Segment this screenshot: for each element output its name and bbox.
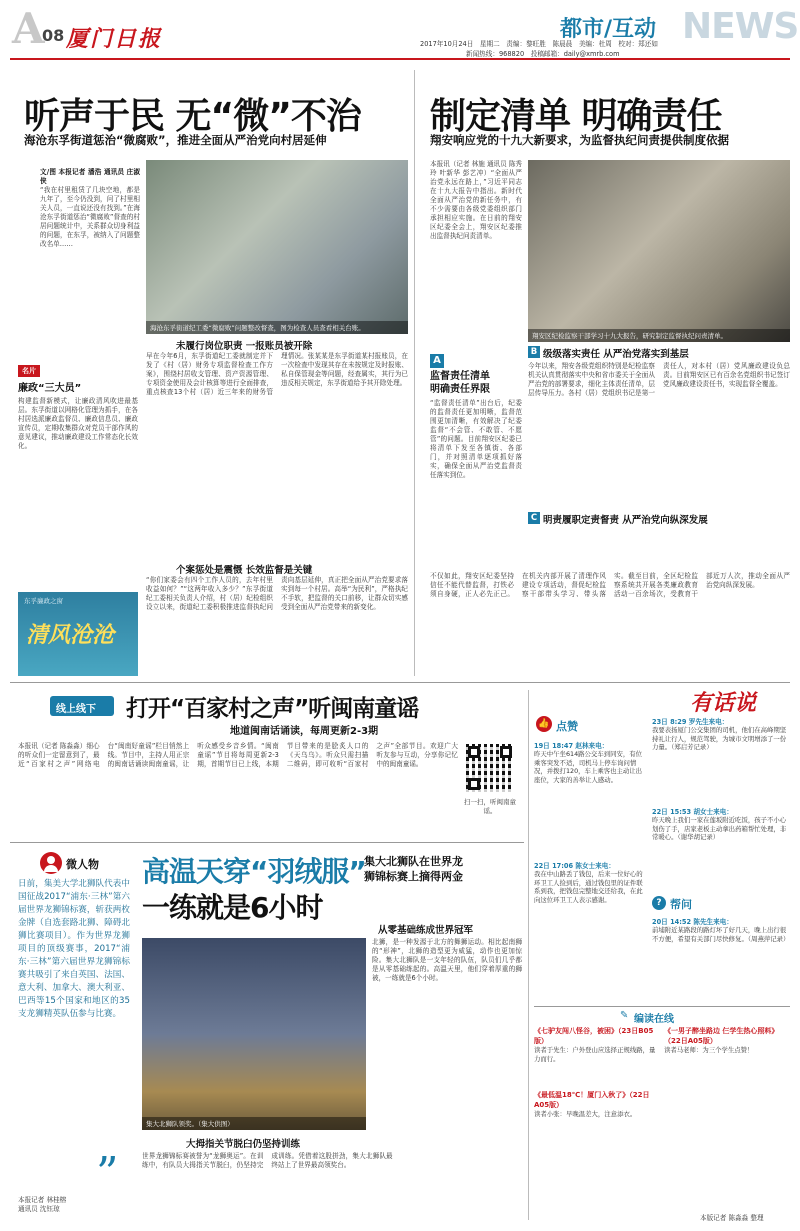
sub-b: 级级落实责任 从严治党落实到基层 (543, 349, 689, 360)
article4-byline: 本报记者 林桂榕 通讯员 沈钰琼 (18, 1196, 67, 1213)
article1-lead-text: “我在村里租赁了几块空地，都是九年了，至今仍没到，问了村里相关人员，一直说还没有找到。”在海沧东孚街道惩治“微腐败”督查的村居问题统计中，关系群众切身利益的问题，在东孚，被纳入了问题整改名单…… (40, 186, 140, 248)
box-a (430, 348, 522, 566)
edit-item-1 (534, 1026, 658, 1086)
article1-byline: 文/图 本报记者 潘浩 通讯员 庄淑侠 (40, 168, 140, 185)
right-item-2-text: 昨天晚上我们一家在莲坂附近吃饭，孩子不小心划伤了手，店家老板主动拿出药箱帮忙处理，非常暖心。（谢华胡记录） (652, 816, 787, 842)
article4-photo (142, 938, 366, 1130)
masthead (0, 0, 800, 58)
article4-title-line1: 高温天穿“羽绒服” (142, 855, 366, 888)
article3-subtitle: 地道闽南话诵读，每周更新2-3期 (230, 726, 379, 737)
article4-body2: 世界龙狮锦标赛被誉为“龙狮奥运”。在训练中，有队员大拇指关节脱臼，仍坚持完成训练。凭借着这股拼劲，集大北狮队最终站上了世界最高领奖台。 (142, 1152, 393, 1169)
micro-person-label: 微人物 (66, 858, 99, 871)
help-icon: ? (652, 896, 666, 910)
article1-sidebar (18, 358, 138, 584)
edit-item-2-text: 读者小张：早晚温差大，注意添衣。 (534, 1110, 637, 1118)
sidebar-title: 廉政“三大员” (18, 383, 82, 394)
edit-item-3-title: 《一男子醉坐路边 仨学生热心照料》（22日A05版） (664, 1027, 779, 1045)
right-column-divider (528, 690, 529, 1220)
banner-sub: 东孚廉政之窗 (24, 597, 63, 605)
masthead-rule (10, 58, 790, 60)
body-c: 不仅如此，翔安区纪委坚持信任不能代替监督，打铁必须自身硬，正人必先正己。在机关内部开展了清理作风建设专项活动，督促纪检监察干部带头学习、带头落实。截至目前，全区纪检监察系统共开展各类廉政教育活动一百余场次，受教育干部近万人次，推动全面从严治党向纵深发展。 (430, 572, 790, 598)
clean-wind-banner (18, 592, 138, 676)
article2-subtitle: 翔安响应党的十九大新要求，为监督执纪问责提供制度依据 (430, 133, 729, 147)
edit-online-title: 编读在线 (634, 1014, 674, 1025)
article1-subtitle: 海沧东孚街道惩治“微腐败”，推进全面从严治党向村居延伸 (24, 133, 327, 147)
article1-title: 听声于民 无“微”不治 (24, 96, 361, 137)
edit-item-1-text: 读者于先生：户外登山应选择正规线路，量力而行。 (534, 1046, 656, 1063)
hotline: 新闻热线：968820 投稿邮箱：daily@xmrb.com (466, 50, 620, 58)
paper-name: 厦门日报 (66, 26, 163, 52)
article4-side-title: 集大北狮队在世界龙狮锦标赛上摘得两金 (364, 855, 463, 883)
like-item-1 (534, 740, 646, 860)
like-icon: 👍 (536, 716, 552, 732)
article3-body: 本报讯（记者 陈淼淼）细心的听众们一定留意到了，最近“百家村之声”网络电台“闽南好童谣”栏目悄然上线。节目中，主持人用正宗的闽南话诵读闽南童谣，让听众感受乡音乡情。“闽南童谣”节目将每周更新2-3期，首期节目已上线，本期节目带来的是脍炙人口的《天乌乌》。听众只需扫描二维码，即可收听“百家村之声”全部节目。欢迎广大听友参与互动，分享你记忆中的闽南童谣。 (18, 742, 458, 768)
youhua-footer: 本版记者 陈淼淼 整理 (700, 1214, 764, 1222)
article1-photo (146, 160, 408, 334)
right-item-1 (652, 716, 790, 806)
help-item (652, 916, 790, 996)
section-name: 都市/互动 (560, 17, 657, 42)
like-item-1-time: 19日 18:47 赵林来电： (534, 742, 609, 750)
section-rule-2 (10, 842, 524, 843)
edit-item-1-title: 《七驴友闯八怪谷，被困》（23日B05版） (534, 1027, 654, 1045)
qr-code[interactable] (466, 744, 514, 792)
banner-text: 清风沧沧 (26, 622, 115, 648)
article1-sub1: 未履行岗位职责 一报账员被开除 (176, 341, 313, 352)
box-a-text: “监督责任清单”出台后，纪委的监督责任更加明晰，监督范围更加清晰，有效解决了纪委监督“不会管、不敢管、不愿管”的问题。目前翔安区纪委已将清单下发至各镇街、各部门，并对照清单逐项抓好落实，确保全面从严治党监督责任落实到位。 (430, 399, 522, 479)
box-a-letter: A (430, 354, 444, 368)
page-letter: A (12, 4, 45, 53)
edit-online-header (534, 1006, 790, 1025)
like-item-2-text: 我在中山路丢了钱包，后来一位好心的环卫工人捡到后，通过钱包里的证件联系到我，把钱包完整地交还给我，在此向这位环卫工人表示感谢。 (534, 870, 643, 904)
sidebar-text: 构建监督新模式，让廉政清风吹进最基层。东孚街道以网格化管理为抓手，在各村居选派廉政监督员、廉政信息员、廉政宣传员，定期收集群众对党员干部作风的意见建议，推动廉政建设工作常态化长效化。 (18, 397, 138, 450)
badge-text: 线上线下 (56, 704, 96, 715)
sidebar-label: 名片 (18, 365, 40, 377)
help-section-title: 帮问 (670, 898, 692, 911)
help-item-time: 20日 14:52 陈先生来电： (652, 918, 733, 926)
quote-mark: ” (96, 1148, 119, 1199)
like-item-2 (534, 860, 646, 980)
article1-photo-caption: 海沧东孚街道纪工委“微腐败”问题整改督查，图为检查人员查看相关台账。 (146, 321, 408, 334)
youhua-title: 有话说 (690, 691, 757, 716)
online-offline-badge (50, 696, 114, 716)
right-item-2 (652, 806, 790, 886)
qr-caption: 扫一扫，听闽南童谣。 (464, 798, 516, 815)
edit-item-3 (664, 1026, 790, 1166)
article1-lead (40, 168, 140, 358)
person-icon (40, 852, 62, 874)
article2-lead: 本报讯（记者 林施 通讯员 陈秀玲 叶新华 彭艺冲）“全面从严治党永远在路上，”习近平同志在十九大报告中指出。新时代全面从严治党的新任务中，有不少需要由各级党委组织部门承担相应实施。在日前的翔安区纪委全会上，翔安区纪委推出监督执纪问责清单。 (430, 160, 522, 240)
edit-item-2 (534, 1090, 658, 1150)
right-item-1-time: 23日 8:29 罗先生来电： (652, 718, 729, 726)
date-line: 2017年10月24日 星期二 责编：黎旺胜 陈晨晨 美编：杜周 校对：郑还如 (420, 40, 658, 48)
sub-b-letter: B (528, 346, 540, 358)
article4-sub2: 大拇指关节脱臼仍坚持训练 (186, 1139, 301, 1150)
box-a-title: 监督责任清单 明确责任界限 (430, 371, 490, 395)
like-item-1-text: 昨天中午坐614路公交车到同安，有位乘客突发不适，司机马上停车询问情况，并拨打120，车上乘客也主动让出座位，大家的善举让人感动。 (534, 750, 643, 784)
section-en: NEWS (682, 6, 799, 47)
article1-sub2: 个案惩处是震慑 长效监督是关键 (176, 565, 313, 576)
article2-title: 制定清单 明确责任 (430, 96, 722, 137)
like-item-2-time: 22日 17:06 陈女士来电： (534, 862, 615, 870)
article1-body2: “你们家委会有四个工作人员的，去年村里收益如何？”“这两年收入多少？”东孚街道纪工委相关负责人介绍，村（居）纪检组织设立以来，街道纪工委积极推进监督执纪问责向基层延伸，真正把全面从严治党要求落实到每一个村居。高举“为民利”，严格执纪不手软，把监督的关口前移，让群众切实感受到全面从严治党带来的新变化。 (146, 576, 408, 611)
article4-title-line2: 一练就是6小时 (142, 891, 323, 924)
body-b: 今年以来，翔安各级党组织特别是纪检监察机关认真贯彻落实中央和省市委关于全面从严治党的部署要求，细化主体责任清单，层层传导压力。各村（居）党组织书记是第一责任人，对本村（居）党风廉政建设负总责。目前翔安区已有百余名党组织书记签订党风廉政建设责任书，实现监督全覆盖。 (528, 362, 790, 397)
sub-c-letter: C (528, 512, 540, 524)
right-item-1-text: 我要表扬厦门公交集团的司机，他们在高峰期坚持礼让行人，规范驾驶，为城市文明增添了一份力量。（郑启芳记录） (652, 726, 787, 752)
article4-sub1: 从零基础练成世界冠军 (378, 925, 474, 936)
sub-c: 明责履职定责督责 从严治党向纵深发展 (543, 515, 708, 526)
pencil-icon: ✎ (620, 1010, 629, 1021)
like-section-title: 点赞 (556, 720, 578, 733)
article4-photo-caption: 集大北狮队领奖。（集大供图） (142, 1117, 366, 1130)
article1-body1: 早在今年6月，东孚街道纪工委就制定并下发了《村（居）财务专项监督检查工作方案》，围绕村居收支管理、资产资源管理、专项资金使用及会计核算等进行全面排查，重点核查13个村（居）近三年来的财务管理情况。张某某是东孚街道某村报账员，在一次检查中发现其存在未按规定及时报账、私自保管现金等问题，经查属实，其行为已违反相关规定，东孚街道给予其开除处理。 (146, 352, 408, 396)
edit-item-2-title: 《最低温18℃！厦门入秋了》（22日A05版） (534, 1091, 650, 1109)
page-number: 08 (42, 26, 65, 45)
article2-photo-caption: 翔安区纪检监察干部学习十九大报告，研究制定监督执纪问责清单。 (528, 329, 790, 342)
article3-title: 打开“百家村之声”听闽南童谣 (126, 696, 419, 722)
article4-intro: 日前，集美大学北狮队代表中国征战2017“浦东·三林”第六届世界龙狮锦标赛，斩获两枚金牌（自选套路北狮、障碍北狮比赛项目）。作为世界龙狮项目的顶级赛事，2017“浦东·三林”第六届世界龙狮锦标赛共吸引了来自英国、法国、意大利、加拿大、澳大利亚、巴西等15个国家和地区的35支龙狮精英队伍参与比赛。 (18, 879, 130, 1019)
article2-photo (528, 160, 790, 342)
column-divider (414, 70, 415, 676)
edit-item-3-text: 读者马老师：为三个学生点赞！ (664, 1046, 754, 1054)
article4-body: 北狮，是一种发源于北方的舞狮运动。相比起南狮的“形神”，北狮的造型更为威猛，动作也更加惊险。集大北狮队是一支年轻的队伍，队员们几乎都是从零基础练起的。高温天里，他们穿着厚重的狮被，一练就是6个小时。 (372, 938, 522, 982)
section-rule (10, 682, 790, 683)
help-item-text: 前埔附近某路段的路灯坏了好几天，晚上出行很不方便，希望有关部门尽快修复。（周燕萍记录） (652, 926, 790, 943)
right-item-2-time: 22日 15:53 胡女士来电： (652, 808, 733, 816)
